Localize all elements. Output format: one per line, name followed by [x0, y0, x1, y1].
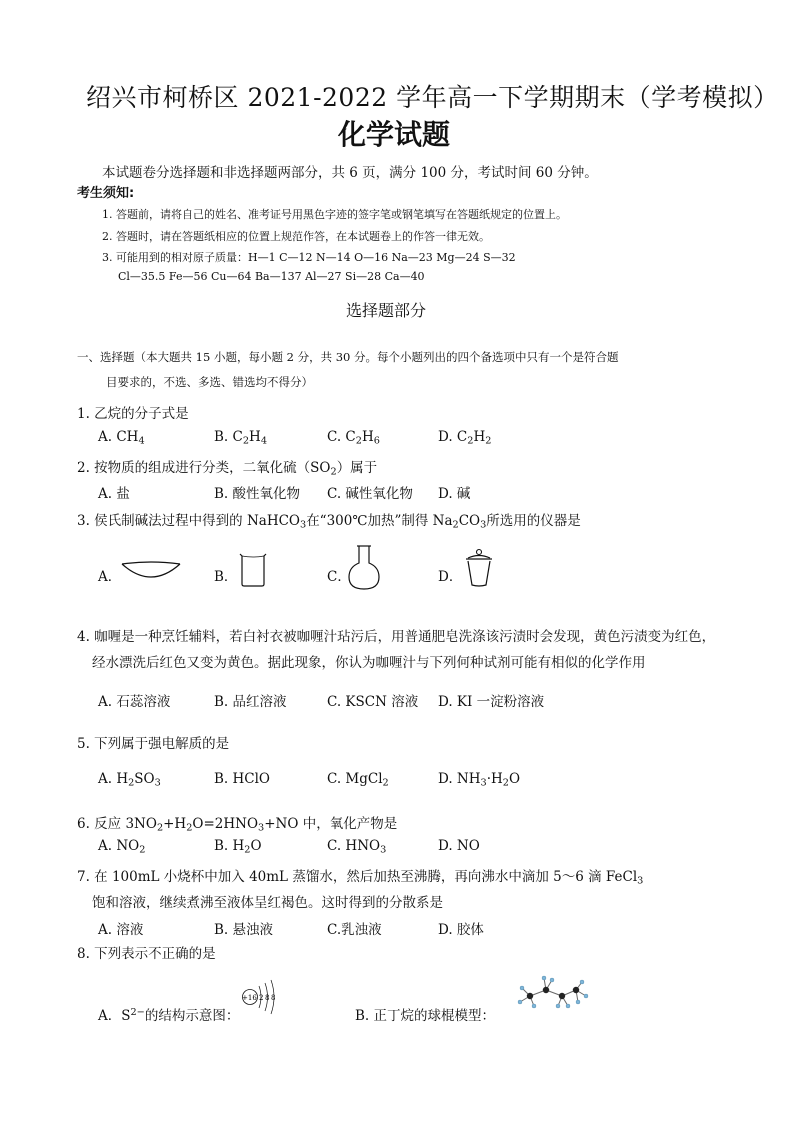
q3-option-d: D．	[438, 569, 463, 585]
q3-option-c: C．	[327, 569, 351, 585]
q3-stem: 3. 侯氏制碱法过程中得到的 NaHCO$_3$在“300℃加热”制得 $Na_2CO_3$所选用的仪器是	[77, 513, 581, 531]
q7-stem-line-1: 7. 在 100mL 小烧杯中加入 40mL 蒸馏水，然后加热至沸腾，再向沸水中滴加 5～6 滴 FeCl$_3$	[77, 869, 644, 887]
q5-option-c: C. MgCl$_2$	[327, 771, 389, 789]
q6-option-a: A. $NO_2$	[98, 838, 146, 856]
q6-stem: 6. 反应 $3NO_2+H_2O=2HNO_3+NO$ 中，氧化产物是	[77, 816, 398, 834]
q1-option-c: C. $C_2H_6$	[327, 429, 380, 447]
shell-3-electrons: 8	[271, 994, 276, 1002]
intro-text: 本试题卷分选择题和非选择题两部分，共 6 页，满分 100 分，考试时间 60 分钟。	[102, 165, 598, 181]
q8-option-a: A．$S^{2-}$的结构示意图：	[98, 1007, 240, 1024]
sulfide-ion-structure-diagram	[238, 977, 286, 1023]
paper-title: 绍兴市柯桥区 2021-2022 学年高一下学期期末（学考模拟）	[86, 83, 779, 112]
crucible-icon	[463, 549, 495, 589]
q3-option-b: B．	[214, 569, 238, 585]
evaporating-dish-icon	[120, 558, 182, 582]
notice-item-4: Cl—35.5 Fe—56 Cu—64 Ba—137 Al—27 Si—28 Ca—40	[118, 270, 425, 283]
part-one-line-2: 目要求的，不选、多选、错选均不得分）	[106, 375, 313, 389]
q4-option-c: C. KSCN 溶液	[327, 694, 419, 710]
q4-stem-line-1: 4. 咖喱是一种烹饪辅料，若白衬衣被咖喱汁玷污后，用普通肥皂洗涤该污渍时会发现，黄色污渍变为红色，	[77, 629, 716, 645]
q1-option-b: B. $C_2H_4$	[214, 429, 267, 447]
q1-stem: 1. 乙烷的分子式是	[77, 406, 189, 422]
nucleus-charge-label: +16	[242, 994, 257, 1002]
shell-2-electrons: 8	[265, 994, 270, 1002]
q1-option-a: A. $CH_4$	[98, 429, 145, 447]
q8-option-b: B. 正丁烷的球棍模型：	[355, 1008, 496, 1024]
q6-option-c: C. $HNO_3$	[327, 838, 387, 856]
notice-heading: 考生须知:	[77, 186, 135, 201]
q7-option-d: D. 胶体	[438, 922, 484, 938]
q6-option-b: B. $H_2O$	[214, 838, 262, 856]
q8-stem: 8. 下列表示不正确的是	[77, 946, 216, 962]
q2-option-a: A. 盐	[98, 486, 130, 502]
q4-option-a: A. 石蕊溶液	[98, 694, 171, 710]
q7-option-a: A. 溶液	[98, 922, 144, 938]
notice-item-1: 1. 答题前，请将自己的姓名、准考证号用黑色字迹的签字笔或钢笔填写在答题纸规定的位置上。	[102, 208, 567, 221]
q3-option-a: A．	[98, 569, 122, 585]
n-butane-ball-stick-model	[516, 972, 588, 1012]
q4-option-b: B. 品红溶液	[214, 694, 287, 710]
shell-1-electrons: 2	[259, 994, 264, 1002]
q4-stem-line-2: 经水漂洗后红色又变为黄色。据此现象，你认为咖喱汁与下列何种试剂可能有相似的化学作用	[92, 655, 646, 671]
q5-option-b: B. HClO	[214, 771, 270, 787]
paper-subtitle: 化学试题	[338, 118, 451, 151]
round-bottom-flask-icon	[348, 545, 380, 591]
q7-stem-line-2: 饱和溶液，继续煮沸至液体呈红褐色。这时得到的分散系是	[92, 895, 443, 911]
q2-option-b: B. 酸性氧化物	[214, 486, 301, 502]
q5-option-d: D. $NH_3\cdot H_2O$	[438, 771, 521, 789]
section-title: 选择题部分	[346, 301, 427, 320]
q4-option-d: D. KI 一淀粉溶液	[438, 694, 545, 710]
q5-option-a: A. $H_2SO_3$	[98, 771, 161, 789]
q7-option-b: B. 悬浊液	[214, 922, 274, 938]
notice-item-3: 3. 可能用到的相对原子质量：H—1 C—12 N—14 O—16 Na—23 Mg—24 S—32	[102, 251, 516, 264]
q5-stem: 5. 下列属于强电解质的是	[77, 736, 230, 752]
part-one-line-1: 一、选择题（本大题共 15 小题，每小题 2 分，共 30 分。每个小题列出的四个备选项中只有一个是符合题	[77, 350, 619, 364]
q7-option-c: C.乳浊液	[327, 922, 382, 938]
q2-option-c: C. 碱性氧化物	[327, 486, 413, 502]
q2-option-d: D. 碱	[438, 486, 471, 502]
q2-stem: 2. 按物质的组成进行分类，二氧化硫$(SO_2)$属于	[77, 460, 378, 478]
beaker-icon	[238, 552, 268, 588]
q6-option-d: D. NO	[438, 838, 480, 854]
notice-item-2: 2. 答题时，请在答题纸相应的位置上规范作答，在本试题卷上的作答一律无效。	[102, 230, 490, 243]
q1-option-d: D. $C_2H_2$	[438, 429, 492, 447]
